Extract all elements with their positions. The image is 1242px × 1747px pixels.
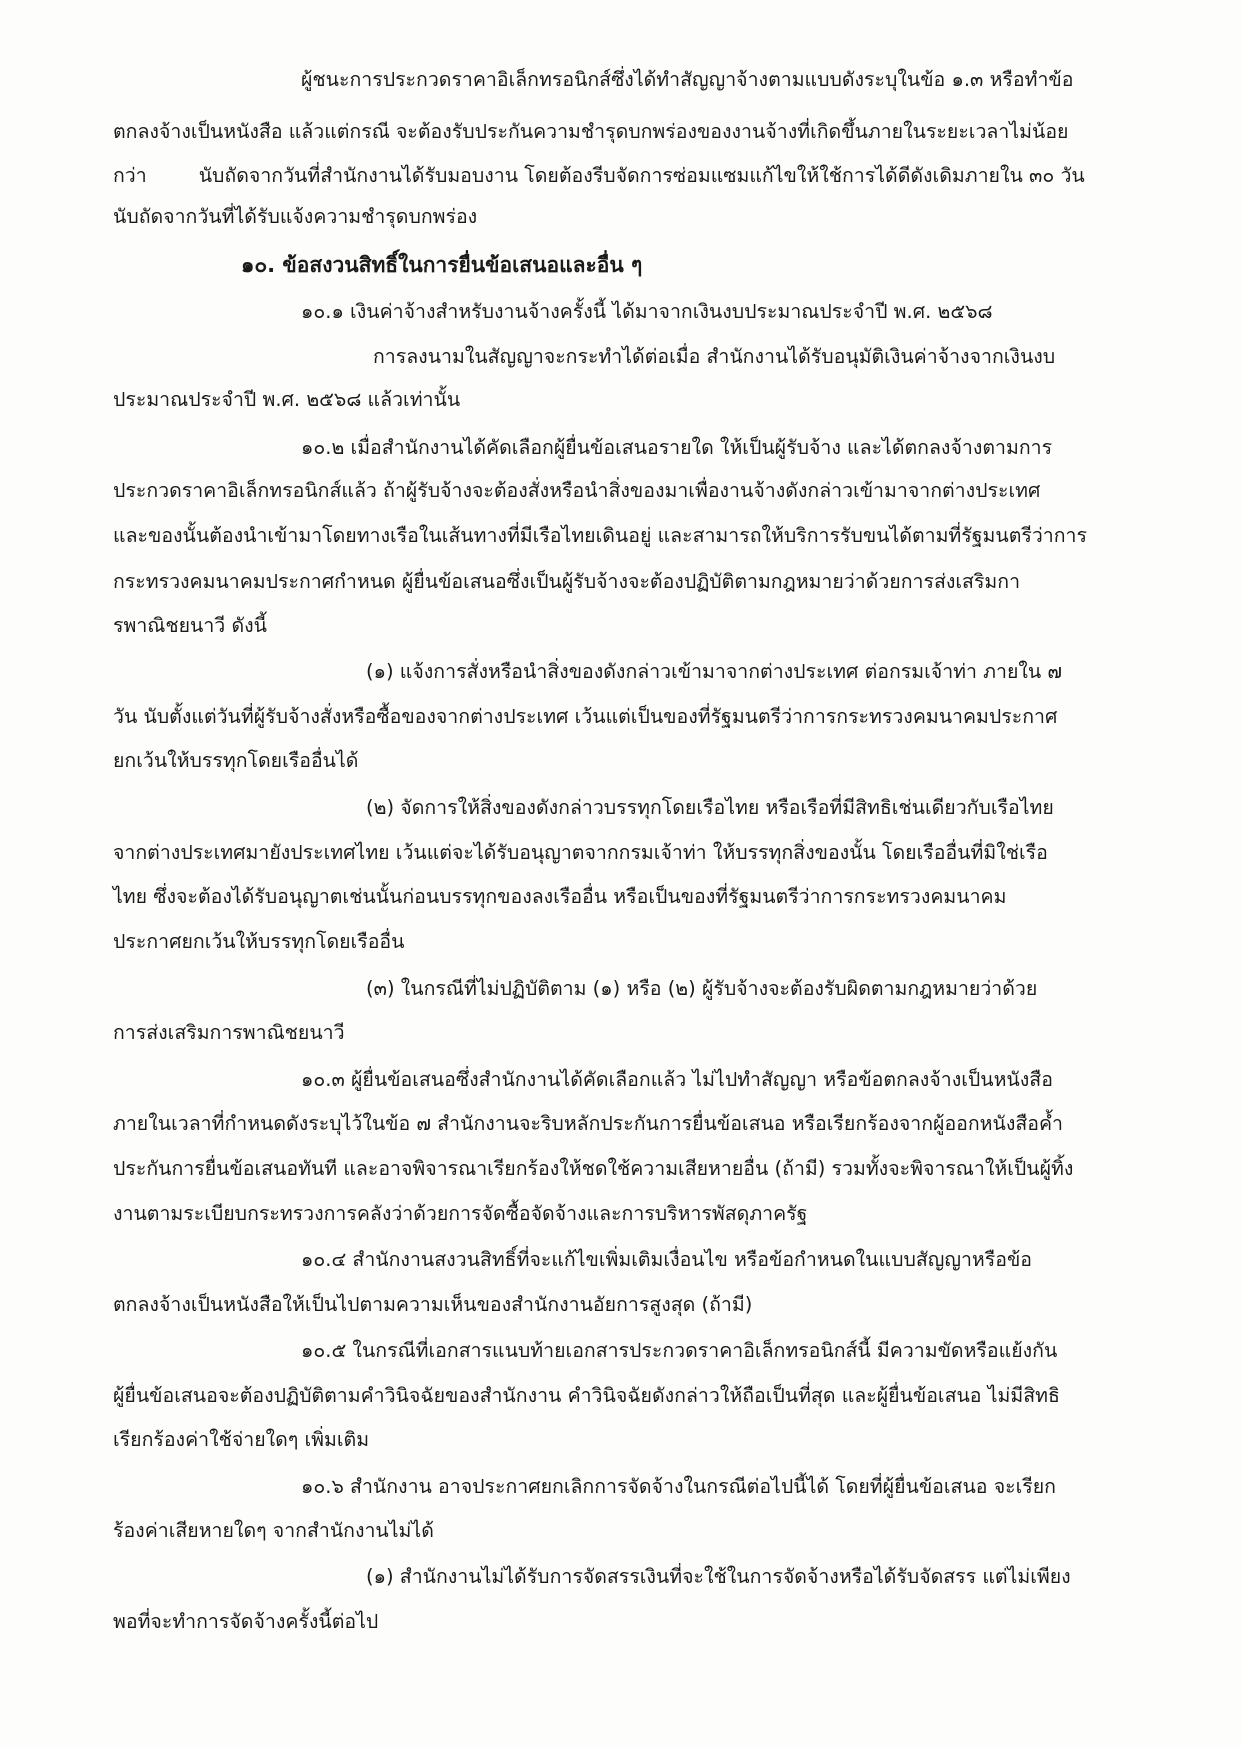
text-line-11: และของนั้นต้องนำเข้ามาโดยทางเรือในเส้นทางที่มีเรือไทยเดินอยู่ และสามารถให้บริการรับขนได้ตามที่รัฐมนตรีว่าการ [113,524,1087,547]
text-line-3-prefix: กว่า [113,164,147,187]
text-line-24: ภายในเวลาที่กำหนดดังระบุไว้ในข้อ ๗ สำนักงานจะริบหลักประกันการยื่นข้อเสนอ หรือเรียกร้องจากผู้ออกหนังสือค้ำ [113,1112,1063,1135]
text-line-22: การส่งเสริมการพาณิชยนาวี [113,1021,345,1044]
text-line-2: ตกลงจ้างเป็นหนังสือ แล้วแต่กรณี จะต้องรับประกันความชำรุดบกพร่องของงานจ้างที่เกิดขึ้นภายในระยะเวลาไม่น้อย [113,120,1069,143]
text-line-35: พอที่จะทำการจัดจ้างครั้งนี้ต่อไป [113,1610,379,1633]
text-line-17: (๒) จัดการให้สิ่งของดังกล่าวบรรทุกโดยเรือไทย หรือเรือที่มีสิทธิเช่นเดียวกับเรือไทย [366,796,1054,819]
text-line-9: ๑๐.๒ เมื่อสำนักงานได้คัดเลือกผู้ยื่นข้อเสนอรายใด ให้เป็นผู้รับจ้าง และได้ตกลงจ้างตามการ [301,436,1053,459]
text-line-7: การลงนามในสัญญาจะกระทำได้ต่อเมื่อ สำนักงานได้รับอนุมัติเงินค่าจ้างจากเงินงบ [373,345,1056,368]
text-line-1: ผู้ชนะการประกวดราคาอิเล็กทรอนิกส์ซึ่งได้ทำสัญญาจ้างตามแบบดังระบุในข้อ ๑.๓ หรือทำข้อ [301,68,1074,91]
text-line-13: รพาณิชยนาวี ดังนี้ [113,614,267,637]
text-line-10: ประกวดราคาอิเล็กทรอนิกส์แล้ว ถ้าผู้รับจ้างจะต้องสั่งหรือนำสิ่งของมาเพื่องานจ้างดังกล่าวเข้ามาจากต่างประเทศ [113,479,1041,502]
text-line-6: ๑๐.๑ เงินค่าจ้างสำหรับงานจ้างครั้งนี้ ได้มาจากเงินงบประมาณประจำปี พ.ศ. ๒๕๖๘ [301,300,993,323]
text-line-31: เรียกร้องค่าใช้จ่ายใดๆ เพิ่มเติม [113,1428,370,1451]
text-line-19: ไทย ซึ่งจะต้องได้รับอนุญาตเช่นนั้นก่อนบรรทุกของลงเรืออื่น หรือเป็นของที่รัฐมนตรีว่าการกระทรวงคมนาคม [113,885,1007,908]
text-line-27: ๑๐.๔ สำนักงานสงวนสิทธิ์ที่จะแก้ไขเพิ่มเติมเงื่อนไข หรือข้อกำหนดในแบบสัญญาหรือข้อ [301,1248,1032,1271]
text-line-16: ยกเว้นให้บรรทุกโดยเรืออื่นได้ [113,749,359,772]
text-line-14: (๑) แจ้งการสั่งหรือนำสิ่งของดังกล่าวเข้ามาจากต่างประเทศ ต่อกรมเจ้าท่า ภายใน ๗ [366,660,1063,683]
text-line-18: จากต่างประเทศมายังประเทศไทย เว้นแต่จะได้รับอนุญาตจากกรมเจ้าท่า ให้บรรทุกสิ่งของนั้น โดยเรืออื่นที่มิใช่เรือ [113,841,1048,864]
text-line-4: นับถัดจากวันที่ได้รับแจ้งความชำรุดบกพร่อง [113,205,478,228]
text-line-34: (๑) สำนักงานไม่ได้รับการจัดสรรเงินที่จะใช้ในการจัดจ้างหรือได้รับจัดสรร แต่ไม่เพียง [366,1565,1071,1588]
text-line-23: ๑๐.๓ ผู้ยื่นข้อเสนอซึ่งสำนักงานได้คัดเลือกแล้ว ไม่ไปทำสัญญา หรือข้อตกลงจ้างเป็นหนังสือ [301,1068,1053,1091]
text-line-28: ตกลงจ้างเป็นหนังสือให้เป็นไปตามความเห็นของสำนักงานอัยการสูงสุด (ถ้ามี) [113,1293,753,1316]
text-line-21: (๓) ในกรณีที่ไม่ปฏิบัติตาม (๑) หรือ (๒) ผู้รับจ้างจะต้องรับผิดตามกฎหมายว่าด้วย [366,977,1038,1000]
text-line-3 [113,162,1085,190]
section-10-heading: ๑๐. ข้อสงวนสิทธิ์ในการยื่นข้อเสนอและอื่น ๆ [241,253,643,277]
text-line-29: ๑๐.๕ ในกรณีที่เอกสารแนบท้ายเอกสารประกวดราคาอิเล็กทรอนิกส์นี้ มีความขัดหรือแย้งกัน [301,1339,1058,1362]
text-line-15: วัน นับตั้งแต่วันที่ผู้รับจ้างสั่งหรือซื้อของจากต่างประเทศ เว้นแต่เป็นของที่รัฐมนตรีว่าการกระทรวงคมนาคมประกาศ [113,705,1058,728]
text-line-32: ๑๐.๖ สำนักงาน อาจประกาศยกเลิกการจัดจ้างในกรณีต่อไปนี้ได้ โดยที่ผู้ยื่นข้อเสนอ จะเรียก [301,1475,1056,1498]
text-line-30: ผู้ยื่นข้อเสนอจะต้องปฏิบัติตามคำวินิจฉัยของสำนักงาน คำวินิจฉัยดังกล่าวให้ถือเป็นที่สุด และผู้ยื่นข้อเสนอ ไม่มีสิทธิ [113,1384,1060,1407]
text-line-8: ประมาณประจำปี พ.ศ. ๒๕๖๘ แล้วเท่านั้น [113,388,461,411]
text-line-33: ร้องค่าเสียหายใดๆ จากสำนักงานไม่ได้ [113,1519,434,1542]
text-line-12: กระทรวงคมนาคมประกาศกำหนด ผู้ยื่นข้อเสนอซึ่งเป็นผู้รับจ้างจะต้องปฏิบัติตามกฎหมายว่าด้วยการส่งเสริมกา [113,570,1021,593]
text-line-3-body: นับถัดจากวันที่สำนักงานได้รับมอบงาน โดยต้องรีบจัดการซ่อมแซมแก้ไขให้ใช้การได้ดีดังเดิมภายใน ๓๐ วัน [198,164,1085,187]
text-line-20: ประกาศยกเว้นให้บรรทุกโดยเรืออื่น [113,930,405,953]
text-line-25: ประกันการยื่นข้อเสนอทันที และอาจพิจารณาเรียกร้องให้ชดใช้ความเสียหายอื่น (ถ้ามี) รวมทั้งจะพิจารณาให้เป็นผู้ทิ้ง [113,1157,1074,1180]
text-line-26: งานตามระเบียบกระทรวงการคลังว่าด้วยการจัดซื้อจัดจ้างและการบริหารพัสดุภาครัฐ [113,1202,808,1225]
